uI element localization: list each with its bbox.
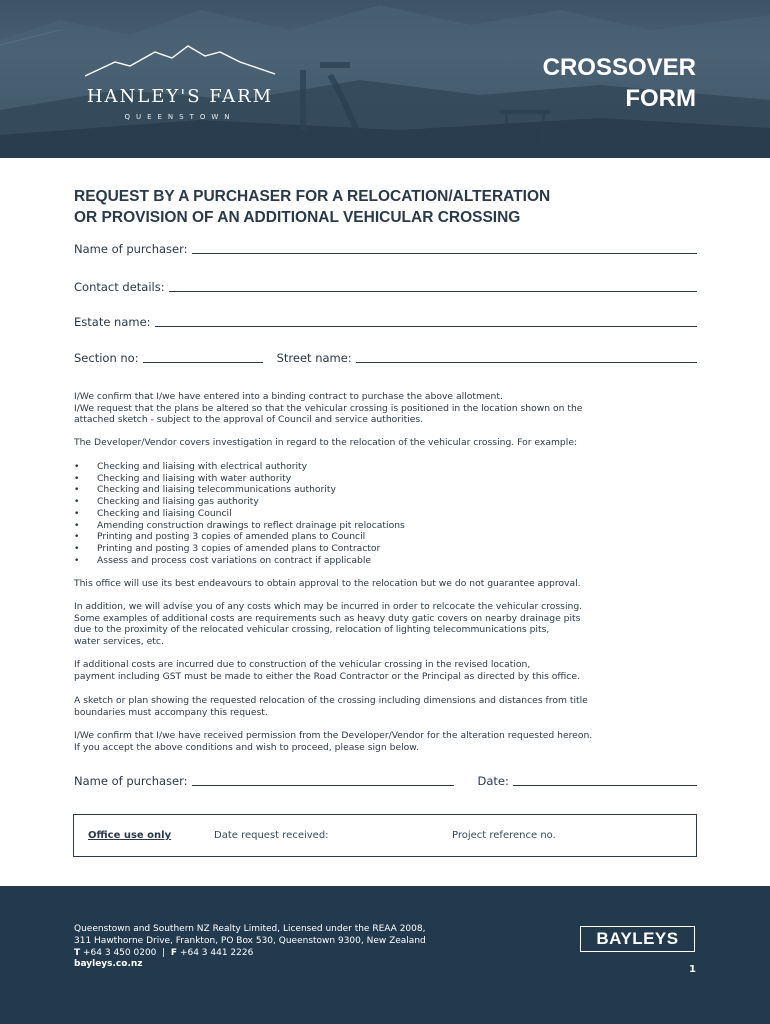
purchaser-name-field[interactable]	[74, 242, 697, 256]
logo-location: QUEENSTOWN	[124, 113, 236, 121]
office-use-label: Office use only	[88, 830, 172, 841]
street-name-label: Street name:	[276, 351, 352, 365]
footer-website-link[interactable]: bayleys.co.nz	[74, 959, 143, 970]
purchaser-name-label: Name of purchaser:	[74, 242, 188, 256]
hanleys-farm-logo	[70, 40, 290, 121]
list-item: • Assess and process cost variations on contract if applicable	[74, 554, 372, 566]
signature-row	[74, 774, 697, 788]
permission-paragraph: I/We confirm that I/we have received permission from the Developer/Vendor for the alteration requested hereon. If you accept the above conditions and wish to proceed, please sign below.	[74, 730, 593, 753]
signature-name-label: Name of purchaser:	[74, 774, 188, 788]
bayleys-logo: BAYLEYS	[580, 926, 695, 952]
page-number: 1	[689, 964, 696, 975]
heading-line1: REQUEST BY A PURCHASER FOR A RELOCATION/ALTERATION	[74, 188, 551, 205]
estate-name-field[interactable]	[74, 315, 697, 329]
list-item: • Printing and posting 3 copies of amended plans to Council	[74, 531, 366, 543]
footer-fax: +64 3 441 2226	[179, 947, 254, 958]
form-heading	[74, 186, 714, 228]
form-title-line1: CROSSOVER	[542, 54, 696, 81]
form-title	[543, 52, 696, 114]
date-line[interactable]	[513, 785, 697, 786]
footer-phone: +64 3 450 0200	[83, 947, 157, 958]
confirm-line2: I/We request that the plans be altered so that the vehicular crossing is positioned in the location shown on the	[74, 402, 583, 414]
signature-name-line[interactable]	[192, 785, 454, 786]
list-item: • Amending construction drawings to reflect drainage pit relocations	[74, 519, 405, 531]
developer-paragraph: The Developer/Vendor covers investigation in regard to the relocation of the vehicular crossing. For example:	[74, 437, 578, 448]
footer-address: 311 Hawthorne Drive, Frankton, PO Box 530, Queenstown 9300, New Zealand	[74, 935, 426, 946]
project-reference-label: Project reference no.	[452, 830, 556, 841]
list-item: • Printing and posting 3 copies of amended plans to Contractor	[74, 542, 381, 554]
date-label: Date:	[477, 774, 509, 788]
street-name-line[interactable]	[356, 362, 697, 363]
office-use-box	[73, 814, 697, 857]
footer-contact	[74, 924, 426, 971]
costs-paragraph: In addition, we will advise you of any costs which may be incurred in order to relcocate the vehicular crossing. Some examples of additional costs are requirements such as heavy duty gatic covers on nearby drainage pits due to the proximity of the relocated vehicular crossing, relocation of lighting telecommunications pits, water services, etc.	[74, 601, 583, 648]
gst-paragraph: If additional costs are incurred due to construction of the vehicular crossing in the revised location, payment including GST must be made to either the Road Contractor or the Principal as directed by this office.	[74, 659, 580, 682]
purchaser-name-line[interactable]	[192, 253, 697, 254]
list-item: • Checking and liaising gas authority	[74, 496, 259, 508]
logo-name: HANLEY'S FARM	[86, 86, 274, 107]
confirmation-paragraph	[74, 391, 674, 426]
sketch-paragraph: A sketch or plan showing the requested relocation of the crossing including dimensions and distances from title boundaries must accompany this request.	[74, 695, 588, 718]
estate-name-label: Estate name:	[74, 315, 151, 329]
confirm-line1: I/We confirm that I/we have entered into a binding contract to purchase the above allotment.	[74, 391, 503, 402]
investigation-list	[74, 461, 405, 566]
footer	[0, 886, 770, 1024]
date-request-received-label: Date request received:	[214, 830, 329, 841]
list-item: • Checking and liaising with water authority	[74, 472, 292, 484]
heading-line2: OR PROVISION OF AN ADDITIONAL VEHICULAR CROSSING	[74, 209, 521, 226]
footer-phone-line: T +64 3 450 0200 | F +64 3 441 2226	[74, 947, 254, 958]
section-no-label: Section no:	[74, 351, 139, 365]
section-street-row	[74, 351, 697, 365]
section-no-line[interactable]	[143, 362, 263, 363]
mountain-logo-icon	[80, 40, 280, 80]
office-effort-paragraph: This office will use its best endeavours to obtain approval to the relocation but we do not guarantee approval.	[74, 578, 581, 589]
confirm-line3: attached sketch - subject to the approval of Council and service authorities.	[74, 414, 424, 426]
form-title-line2: FORM	[625, 85, 696, 112]
contact-details-label: Contact details:	[74, 280, 165, 294]
list-item: • Checking and liaising telecommunications authority	[74, 484, 336, 496]
footer-company: Queenstown and Southern NZ Realty Limited, Licensed under the REAA 2008,	[74, 924, 426, 934]
header-banner	[0, 0, 770, 158]
contact-details-field[interactable]	[74, 280, 697, 294]
list-item: • Checking and liaising Council	[74, 507, 232, 519]
estate-name-line[interactable]	[155, 326, 697, 327]
contact-details-line[interactable]	[169, 291, 697, 292]
list-item: • Checking and liaising with electrical authority	[74, 461, 308, 472]
